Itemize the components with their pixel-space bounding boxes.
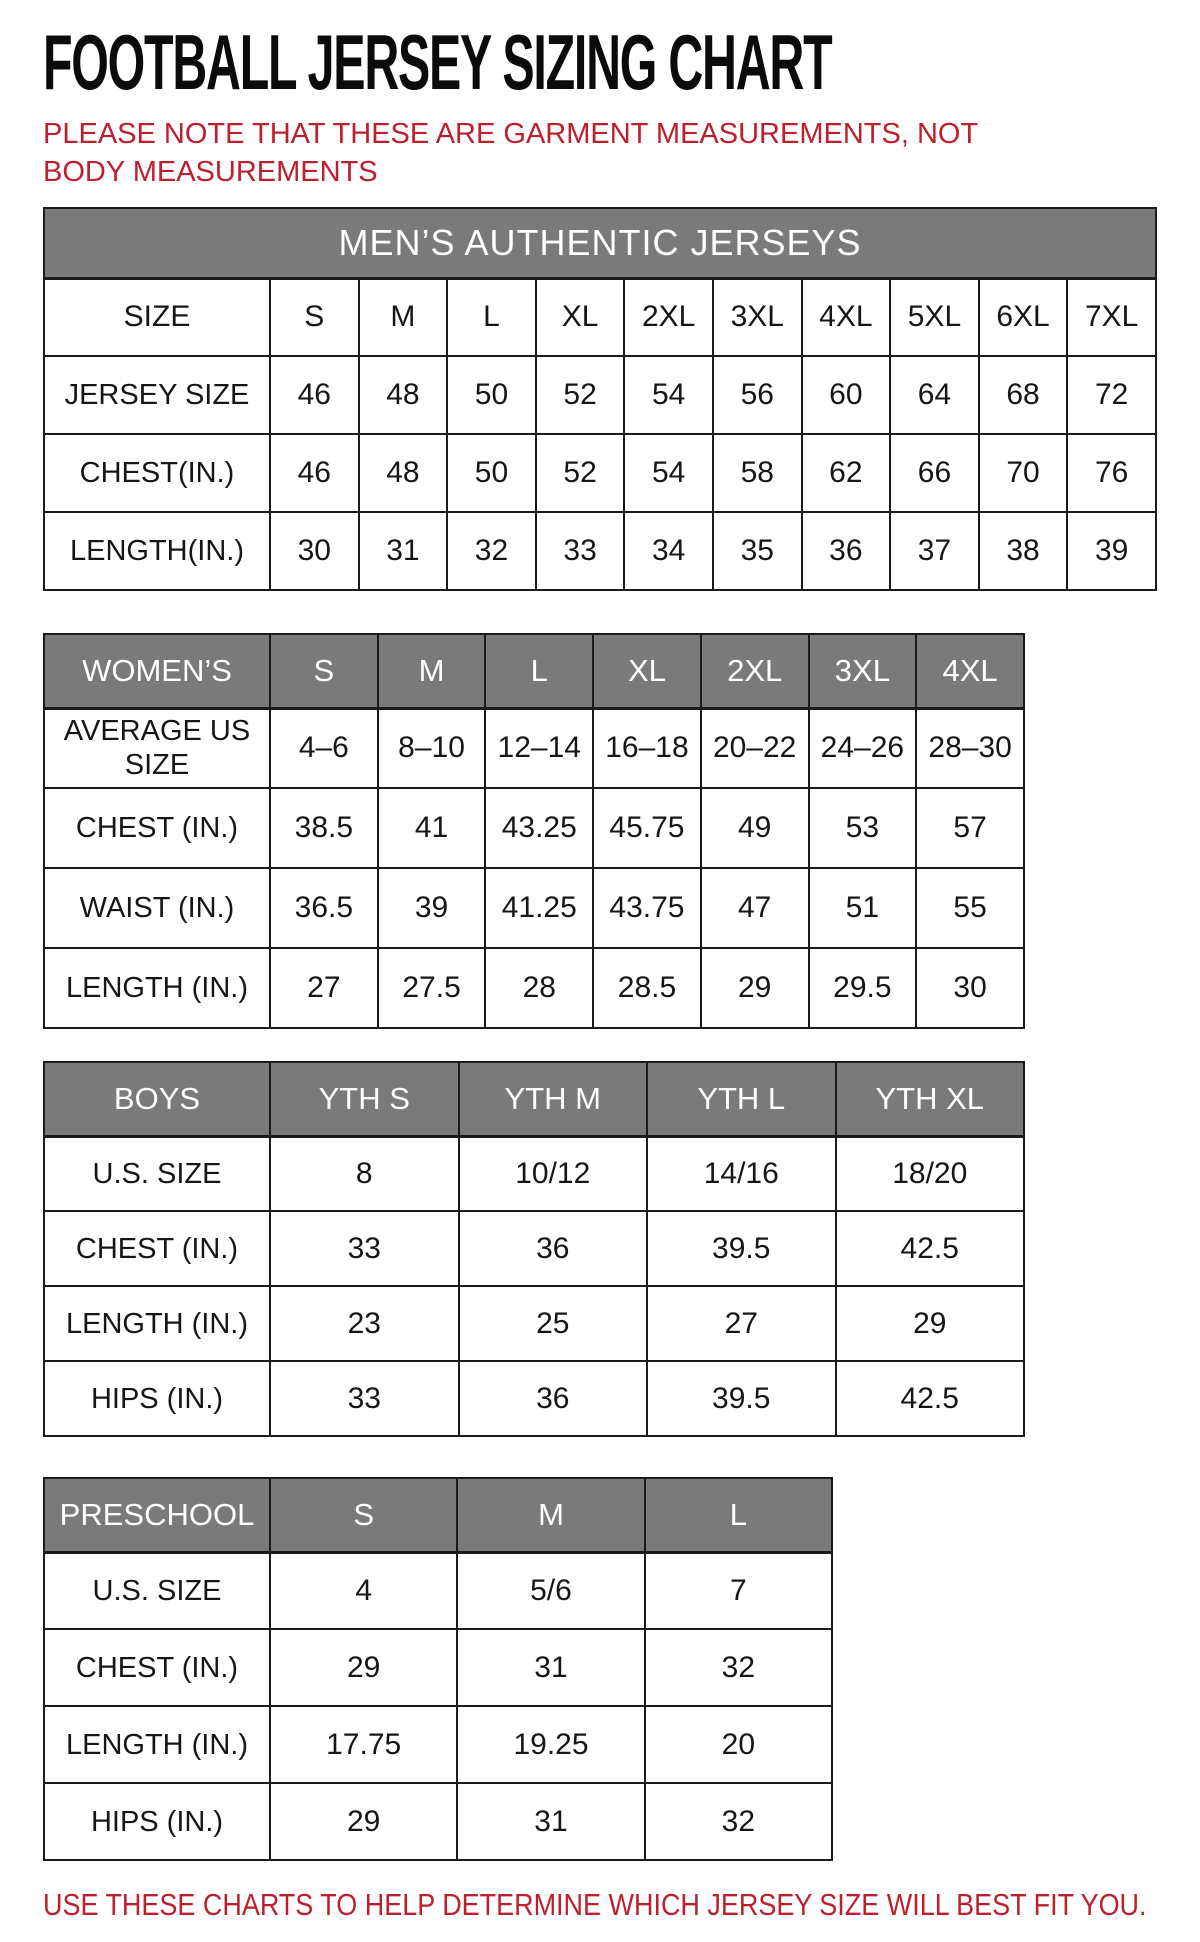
row-label: CHEST (IN.) <box>44 1629 270 1706</box>
table-row <box>44 1136 1024 1211</box>
column-header-row <box>44 278 1156 356</box>
garment-measurement-note: PLEASE NOTE THAT THESE ARE GARMENT MEASUREMENTS, NOT BODY MEASUREMENTS <box>43 118 978 188</box>
page-title <box>43 18 1170 106</box>
value-cell: 12–14 <box>485 708 593 788</box>
column-header: S <box>270 1478 457 1552</box>
value-cell: 32 <box>645 1629 832 1706</box>
value-cell: 10/12 <box>459 1136 648 1211</box>
column-header: 4XL <box>916 634 1024 708</box>
womens-sizing-table <box>43 633 1025 1029</box>
table-row <box>44 512 1156 590</box>
value-cell: 5/6 <box>457 1552 644 1629</box>
row-label: AVERAGE US SIZE <box>44 708 270 788</box>
table-row <box>44 1211 1024 1286</box>
value-cell: 41 <box>378 788 486 868</box>
value-cell: 33 <box>270 1211 459 1286</box>
column-header: S <box>270 278 359 356</box>
value-cell: 52 <box>536 356 625 434</box>
value-cell: 20–22 <box>701 708 809 788</box>
value-cell: 27.5 <box>378 948 486 1028</box>
value-cell: 31 <box>457 1783 644 1860</box>
row-label: HIPS (IN.) <box>44 1783 270 1860</box>
group-label-header: SIZE <box>44 278 270 356</box>
footer-note <box>43 1887 1170 1923</box>
value-cell: 39.5 <box>647 1211 836 1286</box>
value-cell: 36.5 <box>270 868 378 948</box>
value-cell: 62 <box>802 434 891 512</box>
row-label: LENGTH (IN.) <box>44 1286 270 1361</box>
column-header: 5XL <box>890 278 979 356</box>
mens-sizing-table <box>43 207 1157 591</box>
value-cell: 20 <box>645 1706 832 1783</box>
preschool-sizing-table <box>43 1477 833 1861</box>
column-header: XL <box>536 278 625 356</box>
value-cell: 28 <box>485 948 593 1028</box>
value-cell: 16–18 <box>593 708 701 788</box>
value-cell: 50 <box>447 434 536 512</box>
value-cell: 54 <box>624 434 713 512</box>
table-row <box>44 434 1156 512</box>
value-cell: 56 <box>713 356 802 434</box>
value-cell: 68 <box>979 356 1068 434</box>
column-header: 2XL <box>624 278 713 356</box>
row-label: U.S. SIZE <box>44 1136 270 1211</box>
value-cell: 41.25 <box>485 868 593 948</box>
column-header: M <box>359 278 448 356</box>
tables-section <box>43 207 1170 1861</box>
table-row <box>44 1629 832 1706</box>
table-row <box>44 1361 1024 1436</box>
row-label: CHEST (IN.) <box>44 1211 270 1286</box>
table-row <box>44 1286 1024 1361</box>
value-cell: 4 <box>270 1552 457 1629</box>
value-cell: 31 <box>457 1629 644 1706</box>
value-cell: 38 <box>979 512 1068 590</box>
column-header-row <box>44 1478 832 1552</box>
column-header: M <box>378 634 486 708</box>
value-cell: 23 <box>270 1286 459 1361</box>
value-cell: 57 <box>916 788 1024 868</box>
table-row <box>44 868 1024 948</box>
value-cell: 31 <box>359 512 448 590</box>
value-cell: 43.25 <box>485 788 593 868</box>
value-cell: 55 <box>916 868 1024 948</box>
table-row <box>44 948 1024 1028</box>
value-cell: 58 <box>713 434 802 512</box>
value-cell: 4–6 <box>270 708 378 788</box>
column-header: 6XL <box>979 278 1068 356</box>
value-cell: 7 <box>645 1552 832 1629</box>
value-cell: 28.5 <box>593 948 701 1028</box>
row-label: CHEST(IN.) <box>44 434 270 512</box>
footer-note-text: USE THESE CHARTS TO HELP DETERMINE WHICH JERSEY SIZE WILL BEST FIT YOU. <box>43 1887 1147 1922</box>
value-cell: 28–30 <box>916 708 1024 788</box>
value-cell: 29 <box>270 1629 457 1706</box>
value-cell: 76 <box>1067 434 1156 512</box>
column-header: M <box>457 1478 644 1552</box>
value-cell: 24–26 <box>809 708 917 788</box>
value-cell: 29 <box>701 948 809 1028</box>
table-row <box>44 1706 832 1783</box>
value-cell: 27 <box>270 948 378 1028</box>
group-label-header: PRESCHOOL <box>44 1478 270 1552</box>
value-cell: 49 <box>701 788 809 868</box>
column-header-row <box>44 634 1024 708</box>
value-cell: 36 <box>459 1211 648 1286</box>
value-cell: 48 <box>359 434 448 512</box>
column-header-row <box>44 1062 1024 1136</box>
value-cell: 60 <box>802 356 891 434</box>
table-row <box>44 356 1156 434</box>
row-label: U.S. SIZE <box>44 1552 270 1629</box>
row-label: WAIST (IN.) <box>44 868 270 948</box>
table-row <box>44 708 1024 788</box>
value-cell: 19.25 <box>457 1706 644 1783</box>
boys-sizing-table <box>43 1061 1025 1437</box>
value-cell: 8–10 <box>378 708 486 788</box>
value-cell: 33 <box>270 1361 459 1436</box>
value-cell: 39.5 <box>647 1361 836 1436</box>
value-cell: 39 <box>378 868 486 948</box>
table-title-row <box>44 208 1156 278</box>
value-cell: 29 <box>270 1783 457 1860</box>
column-header: L <box>645 1478 832 1552</box>
group-label-header: WOMEN’S <box>44 634 270 708</box>
column-header: YTH S <box>270 1062 459 1136</box>
table-row <box>44 1552 832 1629</box>
group-label-header: BOYS <box>44 1062 270 1136</box>
table-row <box>44 788 1024 868</box>
value-cell: 27 <box>647 1286 836 1361</box>
value-cell: 29.5 <box>809 948 917 1028</box>
column-header: L <box>447 278 536 356</box>
value-cell: 30 <box>270 512 359 590</box>
value-cell: 8 <box>270 1136 459 1211</box>
column-header: 2XL <box>701 634 809 708</box>
value-cell: 35 <box>713 512 802 590</box>
column-header: S <box>270 634 378 708</box>
value-cell: 70 <box>979 434 1068 512</box>
column-header: YTH M <box>459 1062 648 1136</box>
value-cell: 51 <box>809 868 917 948</box>
value-cell: 45.75 <box>593 788 701 868</box>
table-title: MEN’S AUTHENTIC JERSEYS <box>44 208 1156 278</box>
column-header: YTH L <box>647 1062 836 1136</box>
column-header: 3XL <box>713 278 802 356</box>
value-cell: 14/16 <box>647 1136 836 1211</box>
value-cell: 18/20 <box>836 1136 1025 1211</box>
row-label: LENGTH(IN.) <box>44 512 270 590</box>
table-row <box>44 1783 832 1860</box>
value-cell: 46 <box>270 434 359 512</box>
column-header: XL <box>593 634 701 708</box>
value-cell: 39 <box>1067 512 1156 590</box>
value-cell: 46 <box>270 356 359 434</box>
column-header: 3XL <box>809 634 917 708</box>
value-cell: 30 <box>916 948 1024 1028</box>
row-label: JERSEY SIZE <box>44 356 270 434</box>
value-cell: 36 <box>459 1361 648 1436</box>
value-cell: 72 <box>1067 356 1156 434</box>
value-cell: 47 <box>701 868 809 948</box>
value-cell: 32 <box>447 512 536 590</box>
value-cell: 34 <box>624 512 713 590</box>
value-cell: 53 <box>809 788 917 868</box>
value-cell: 54 <box>624 356 713 434</box>
column-header: 7XL <box>1067 278 1156 356</box>
column-header: L <box>485 634 593 708</box>
value-cell: 36 <box>802 512 891 590</box>
value-cell: 48 <box>359 356 448 434</box>
value-cell: 52 <box>536 434 625 512</box>
value-cell: 17.75 <box>270 1706 457 1783</box>
value-cell: 25 <box>459 1286 648 1361</box>
column-header: 4XL <box>802 278 891 356</box>
value-cell: 50 <box>447 356 536 434</box>
value-cell: 43.75 <box>593 868 701 948</box>
page-title-text: FOOTBALL JERSEY SIZING CHART <box>43 18 832 106</box>
value-cell: 38.5 <box>270 788 378 868</box>
row-label: LENGTH (IN.) <box>44 948 270 1028</box>
value-cell: 29 <box>836 1286 1025 1361</box>
value-cell: 42.5 <box>836 1211 1025 1286</box>
column-header: YTH XL <box>836 1062 1025 1136</box>
row-label: LENGTH (IN.) <box>44 1706 270 1783</box>
value-cell: 33 <box>536 512 625 590</box>
value-cell: 37 <box>890 512 979 590</box>
row-label: CHEST (IN.) <box>44 788 270 868</box>
value-cell: 66 <box>890 434 979 512</box>
value-cell: 64 <box>890 356 979 434</box>
value-cell: 32 <box>645 1783 832 1860</box>
row-label: HIPS (IN.) <box>44 1361 270 1436</box>
value-cell: 42.5 <box>836 1361 1025 1436</box>
